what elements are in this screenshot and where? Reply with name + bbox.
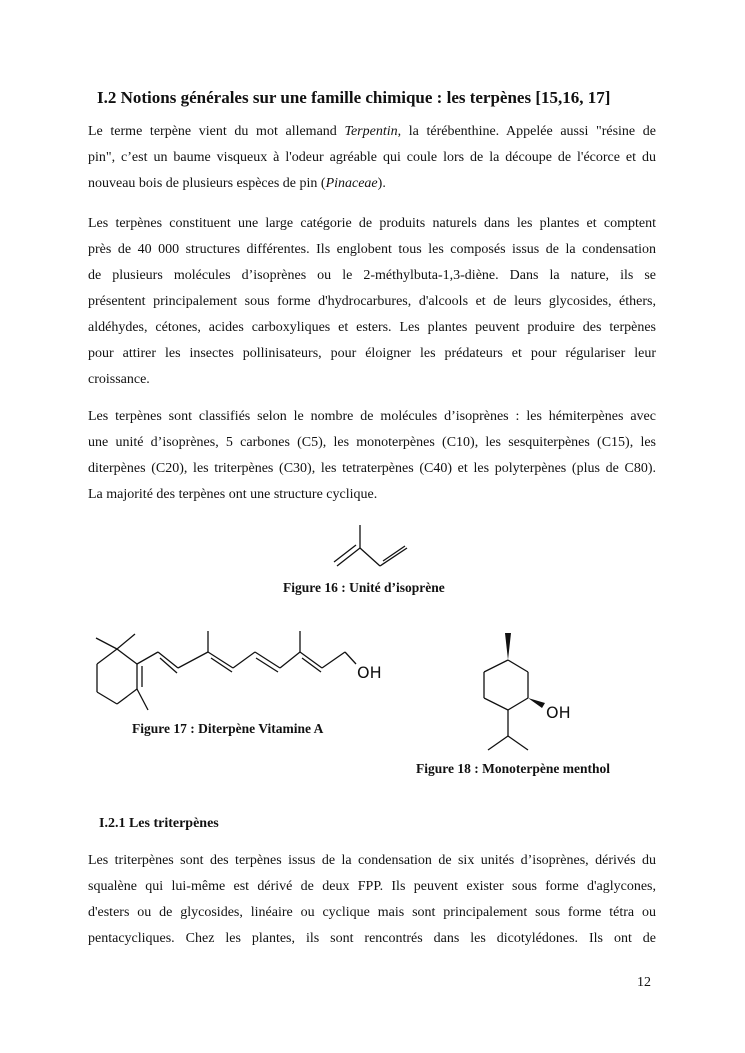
text-line: Les terpènes sont classifiés selon le nombre de molécules d’isoprènes : les hémiterpènes avec [88,409,656,424]
paragraph-terpene-origin [88,119,656,197]
figure-17-caption: Figure 17 : Diterpène Vitamine A [132,721,324,736]
text-line: pentacycliques. Chez les plantes, ils sont rencontrés dans les dicotylédones. Ils ont de [88,931,656,946]
page-number: 12 [637,975,651,990]
text-line: diterpènes (C20), les triterpènes (C30), les tetraterpènes (C40) et les polyterpènes (plus de C80). [88,461,656,476]
text-line: pour attirer les insectes pollinisateurs, pour éloigner les prédateurs et pour régulariser leur [88,346,656,361]
text-line: présentent principalement sous forme d'hydrocarbures, d'alcools et de leurs glycosides, éthers, [88,294,656,309]
wedge-bond [505,633,511,660]
paragraph-terpene-description [88,211,656,393]
paragraph-triterpenes [88,848,656,952]
hydroxyl-label: OH [357,663,382,682]
vitamin-a-structure [90,628,400,718]
text-line: d'esters ou de glycosides, linéaire ou cyclique mais sont principalement sous forme tétra ou [88,905,656,920]
text-line: nouveau bois de plusieurs espèces de pin (Pinaceae). [88,176,386,191]
paragraph-terpene-classification [88,404,656,508]
text-line: près de 40 000 structures différentes. Ils englobent tous les composés issus de la condensation [88,242,656,257]
text-line: une unité d’isoprènes, 5 carbones (C5), les monoterpènes (C10), les sesquiterpènes (C15), les [88,435,656,450]
text-line: croissance. [88,372,150,387]
text-line: Les terpènes constituent une large catégorie de produits naturels dans les plantes et comptent [88,216,656,231]
text-line: de plusieurs molécules d’isoprènes ou le 2-méthylbuta-1,3-diène. Dans la nature, ils se [88,268,656,283]
text-line: aldéhydes, cétones, acides carboxyliques et esters. Les plantes peuvent produire des terpènes [88,320,656,335]
hydroxyl-label: OH [546,703,571,722]
text-line: pin", c’est un baume visqueux à l'odeur agréable qui coule lors de la découpe de l'écorce et du [88,150,656,165]
text-line: La majorité des terpènes ont une structure cyclique. [88,487,378,502]
section-heading: I.2 Notions générales sur une famille chimique : les terpènes [15,16, 17] [97,88,611,107]
isoprene-structure [325,520,425,572]
text-line: Le terme terpène vient du mot allemand Terpentin, la térébenthine. Appelée aussi "résine de [88,124,656,139]
figure-16-caption: Figure 16 : Unité d’isoprène [283,580,445,595]
menthol-structure [470,630,580,755]
figure-18-caption: Figure 18 : Monoterpène menthol [416,761,610,776]
subsection-heading: I.2.1 Les triterpènes [99,816,219,831]
wedge-bond [528,698,545,708]
text-line: squalène qui lui-même est dérivé de deux FPP. Ils peuvent exister sous forme d'aglycones, [88,879,656,894]
text-line: Les triterpènes sont des terpènes issus de la condensation de six unités d’isoprènes, dérivés du [88,853,656,868]
